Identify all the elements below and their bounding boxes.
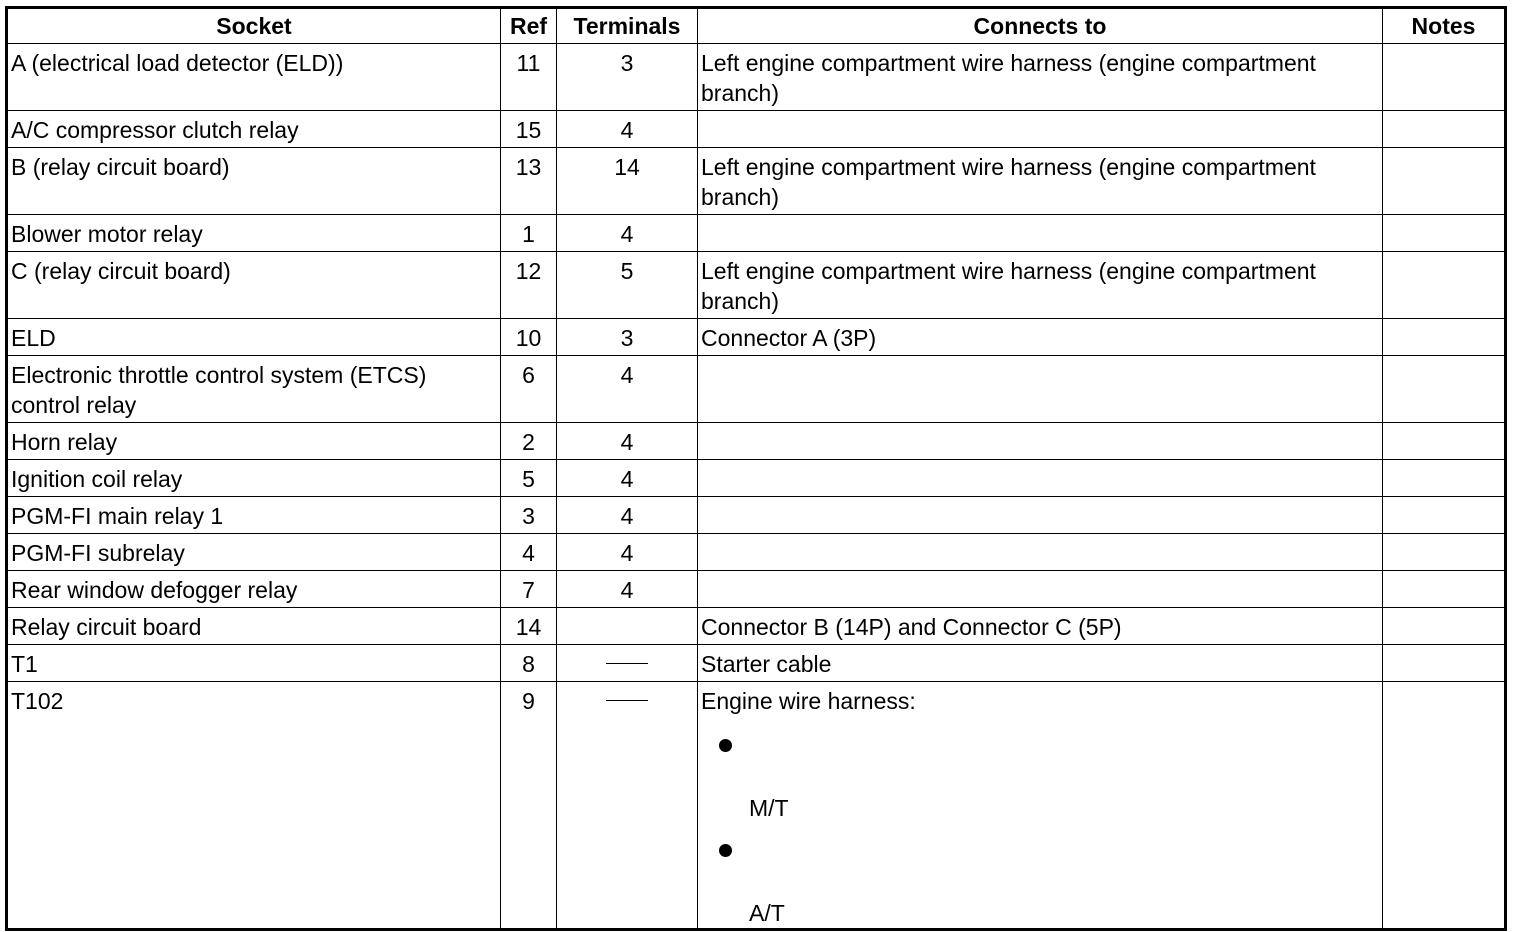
socket-cell: Rear window defogger relay	[7, 571, 501, 608]
notes-cell	[1383, 319, 1506, 356]
list-item-label: M/T	[749, 795, 789, 821]
socket-cell: A (electrical load detector (ELD))	[7, 44, 501, 111]
notes-cell	[1383, 215, 1506, 252]
socket-cell: Electronic throttle control system (ETCS) control relay	[7, 356, 501, 423]
connects-to-cell	[698, 44, 1383, 111]
ref-cell: 10	[501, 319, 557, 356]
notes-cell	[1383, 252, 1506, 319]
terminals-cell: 4	[557, 423, 698, 460]
terminals-cell	[557, 608, 698, 645]
connects-to-text: Starter cable	[701, 651, 832, 677]
terminals-cell: 4	[557, 534, 698, 571]
table-row	[7, 252, 1506, 319]
notes-cell	[1383, 111, 1506, 148]
connects-to-cell	[698, 460, 1383, 497]
table-body	[7, 44, 1506, 930]
bullet-list	[701, 716, 1379, 926]
socket-cell: Relay circuit board	[7, 608, 501, 645]
connects-to-text: Left engine compartment wire harness (engine compartment branch)	[701, 258, 1316, 314]
notes-cell	[1383, 645, 1506, 682]
list-item	[701, 821, 1379, 926]
ref-cell: 3	[501, 497, 557, 534]
ref-cell: 4	[501, 534, 557, 571]
bullet-icon	[719, 739, 732, 752]
connects-to-cell	[698, 497, 1383, 534]
ref-cell: 14	[501, 608, 557, 645]
socket-cell: PGM-FI subrelay	[7, 534, 501, 571]
socket-cell: Blower motor relay	[7, 215, 501, 252]
table-row	[7, 497, 1506, 534]
notes-cell	[1383, 497, 1506, 534]
connects-to-cell	[698, 534, 1383, 571]
table-row	[7, 356, 1506, 423]
connects-to-cell	[698, 608, 1383, 645]
header-socket: Socket	[7, 8, 501, 44]
ref-cell: 5	[501, 460, 557, 497]
connects-to-cell	[698, 423, 1383, 460]
table-row	[7, 423, 1506, 460]
header-terminals: Terminals	[557, 8, 698, 44]
ref-cell: 9	[501, 682, 557, 930]
connects-to-cell	[698, 571, 1383, 608]
connects-to-cell	[698, 645, 1383, 682]
terminals-cell: 4	[557, 215, 698, 252]
terminals-cell: 4	[557, 356, 698, 423]
table-row	[7, 682, 1506, 930]
socket-cell: Horn relay	[7, 423, 501, 460]
terminals-cell: 4	[557, 460, 698, 497]
socket-cell: C (relay circuit board)	[7, 252, 501, 319]
terminals-cell: 3	[557, 44, 698, 111]
ref-cell: 6	[501, 356, 557, 423]
connects-to-text: Left engine compartment wire harness (engine compartment branch)	[701, 50, 1316, 106]
header-connects-to: Connects to	[698, 8, 1383, 44]
ref-cell: 12	[501, 252, 557, 319]
ref-cell: 1	[501, 215, 557, 252]
header-row	[7, 8, 1506, 44]
table-row	[7, 645, 1506, 682]
table-row	[7, 460, 1506, 497]
notes-cell	[1383, 356, 1506, 423]
socket-cell: Ignition coil relay	[7, 460, 501, 497]
table-row	[7, 215, 1506, 252]
table-row	[7, 44, 1506, 111]
terminals-cell: 14	[557, 148, 698, 215]
bullet-icon	[719, 844, 732, 857]
connector-table	[5, 6, 1507, 931]
terminals-cell: 4	[557, 571, 698, 608]
connects-to-text: Connector A (3P)	[701, 325, 877, 351]
dash-mark	[606, 700, 648, 701]
socket-cell: A/C compressor clutch relay	[7, 111, 501, 148]
terminals-cell: 4	[557, 111, 698, 148]
connects-to-text: Left engine compartment wire harness (engine compartment branch)	[701, 154, 1316, 210]
table-row	[7, 534, 1506, 571]
list-item	[701, 716, 1379, 821]
socket-cell: PGM-FI main relay 1	[7, 497, 501, 534]
table-row	[7, 148, 1506, 215]
socket-cell: B (relay circuit board)	[7, 148, 501, 215]
notes-cell	[1383, 571, 1506, 608]
notes-cell	[1383, 44, 1506, 111]
connects-to-cell	[698, 319, 1383, 356]
notes-cell	[1383, 608, 1506, 645]
table-row	[7, 571, 1506, 608]
socket-cell: ELD	[7, 319, 501, 356]
notes-cell	[1383, 423, 1506, 460]
socket-cell: T1	[7, 645, 501, 682]
notes-cell	[1383, 148, 1506, 215]
notes-cell	[1383, 460, 1506, 497]
header-ref: Ref	[501, 8, 557, 44]
ref-cell: 2	[501, 423, 557, 460]
table-row	[7, 608, 1506, 645]
ref-cell: 13	[501, 148, 557, 215]
connects-to-text: Connector B (14P) and Connector C (5P)	[701, 614, 1122, 640]
table-row	[7, 111, 1506, 148]
dash-mark	[606, 663, 648, 664]
connects-to-cell	[698, 111, 1383, 148]
connects-to-cell	[698, 356, 1383, 423]
table-row	[7, 319, 1506, 356]
ref-cell: 8	[501, 645, 557, 682]
terminals-cell	[557, 645, 698, 682]
terminals-cell: 4	[557, 497, 698, 534]
connects-to-cell	[698, 148, 1383, 215]
connects-to-cell	[698, 252, 1383, 319]
ref-cell: 15	[501, 111, 557, 148]
list-item-label: A/T	[749, 900, 785, 926]
notes-cell	[1383, 682, 1506, 930]
connects-to-cell	[698, 215, 1383, 252]
terminals-cell: 3	[557, 319, 698, 356]
terminals-cell: 5	[557, 252, 698, 319]
ref-cell: 7	[501, 571, 557, 608]
connects-to-text: Engine wire harness:	[701, 688, 916, 714]
socket-cell: T102	[7, 682, 501, 930]
terminals-cell	[557, 682, 698, 930]
notes-cell	[1383, 534, 1506, 571]
ref-cell: 11	[501, 44, 557, 111]
connects-to-cell	[698, 682, 1383, 930]
header-notes: Notes	[1383, 8, 1506, 44]
